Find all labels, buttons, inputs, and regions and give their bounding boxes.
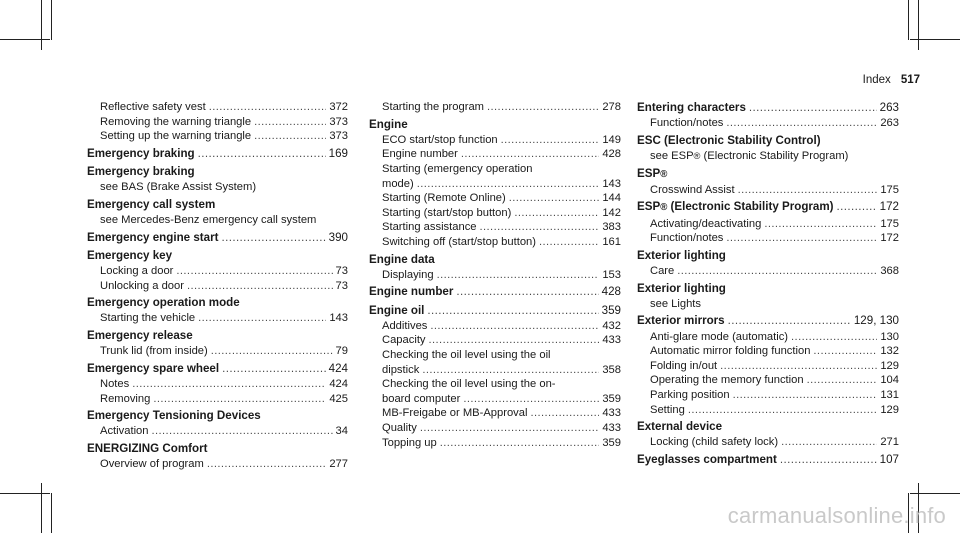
page-reference[interactable]: 424 [329,377,348,390]
leader-dots [813,344,877,359]
entry-label: Notes [100,377,130,390]
entry-label: Engine number [382,148,458,161]
index-subentry [637,116,899,131]
page-reference[interactable]: 278 [602,101,621,113]
page-reference[interactable]: 172 [879,200,899,214]
page-reference[interactable]: 428 [602,148,621,161]
entry-label: Folding in/out [650,359,718,372]
index-subentry [637,435,899,450]
page-reference[interactable]: 359 [602,436,621,449]
index-heading [369,303,621,319]
entry-label: Parking position [650,388,730,401]
page-reference[interactable]: 263 [879,101,899,114]
page-reference[interactable]: 142 [602,206,621,219]
entry-label: Starting the program [382,101,484,113]
leader-dots [417,177,600,192]
entry-label: see Lights [650,297,701,310]
index-subentry [637,217,899,232]
index-subentry [637,330,899,345]
index-subentry [369,406,621,421]
entry-label: Emergency operation mode [87,296,240,310]
index-subentry [369,191,621,206]
page-reference[interactable]: 368 [880,264,899,277]
entry-label: Engine oil [369,303,425,317]
page-reference[interactable]: 153 [602,268,621,281]
leader-dots [837,199,877,215]
index-heading [87,146,348,162]
leader-dots [132,377,326,392]
entry-label: Removing [100,392,151,405]
index-heading [87,197,348,213]
leader-dots [781,435,877,450]
index-subentry [87,377,348,392]
leader-dots [456,284,598,300]
leader-dots [539,235,599,250]
index-subentry [637,359,899,374]
entry-label: Checking the oil level using the oil [382,348,551,361]
watermark: carmanualsonline.info [727,503,946,528]
index-subentry [369,377,621,392]
leader-dots [688,403,877,418]
index-heading [637,100,899,116]
entry-label: Function/notes [650,117,724,130]
page-reference[interactable]: 373 [329,115,348,128]
leader-dots [531,406,600,421]
entry-label: Emergency Tensioning Devices [87,409,261,423]
leader-dots [254,115,326,130]
entry-label: MB-Freigabe or MB-Approval [382,407,528,420]
entry-label: ENERGIZING Comfort [87,441,208,455]
leader-dots [791,330,877,345]
leader-dots [187,279,333,294]
entry-label: ESP [637,166,661,180]
leader-dots [463,392,599,407]
index-subentry [87,129,348,144]
leader-dots [221,230,325,246]
entry-label: Unlocking a door [100,279,184,292]
index-heading [87,248,348,264]
entry-label: ESC (Electronic Stability Control) [637,133,821,147]
page-header [863,74,920,86]
crop-mark [41,483,42,533]
page-reference[interactable]: 359 [601,303,621,317]
entry-label: Entering characters [637,101,746,114]
index-subentry [369,100,621,115]
entry-label: Anti-glare mode (automatic) [650,330,789,343]
index-subentry [637,149,899,164]
entry-label: Starting (Remote Online) [382,192,506,205]
entry-label: Trunk lid (from inside) [100,345,208,358]
page-reference[interactable]: 143 [329,312,348,325]
leader-dots [720,359,877,374]
page-reference[interactable]: 359 [602,392,621,405]
index-heading [369,284,621,300]
index-heading [87,230,348,246]
page-reference[interactable]: 34 [335,425,348,438]
page-reference[interactable]: 129 [880,359,899,372]
index-subentry [637,264,899,279]
page-reference[interactable]: 161 [602,235,621,248]
entry-label: see BAS (Brake Assist System) [100,181,257,194]
entry-label: Topping up [382,436,437,449]
page-reference[interactable]: 129 [880,403,899,416]
index-subentry [637,183,899,198]
page-reference[interactable]: 172 [880,232,899,245]
index-subentry [637,388,899,403]
entry-label: Engine [369,117,408,131]
index-heading [637,166,899,183]
leader-dots [427,303,598,319]
page-reference[interactable]: 433 [602,421,621,434]
index-heading [637,133,899,149]
page-reference[interactable]: 73 [335,264,348,277]
page-reference[interactable]: 372 [329,101,348,113]
registered-mark: ® [660,168,668,180]
leader-dots [429,333,600,348]
index-subentry [87,264,348,279]
entry-label: Checking the oil level using the on- [382,378,556,391]
index-column-2 [369,100,621,450]
entry-label: Emergency call system [87,197,216,211]
entry-label: dipstick [382,363,420,376]
page-reference[interactable]: 358 [602,363,621,376]
leader-dots [487,100,599,115]
entry-label: Removing the warning triangle [100,115,252,128]
index-heading [637,281,899,297]
index-subentry [369,392,621,407]
index-subentry [87,115,348,130]
index-heading [637,313,899,329]
entry-label: Displaying [382,268,434,281]
entry-label: Automatic mirror folding function [650,345,811,358]
entry-label: Quality [382,421,417,434]
index-subentry [637,297,899,312]
leader-dots [807,373,878,388]
entry-label: Emergency release [87,328,193,342]
index-subentry [87,279,348,294]
index-heading [87,361,348,377]
leader-dots [420,421,600,436]
entry-label: Crosswind Assist [650,183,735,196]
index-column-1 [87,100,348,472]
page-reference[interactable]: 277 [329,458,348,471]
index-heading [87,408,348,424]
crop-mark [41,0,42,50]
index-heading [87,164,348,180]
page-reference[interactable]: 424 [328,361,348,375]
leader-dots [430,319,599,334]
leader-dots [209,100,327,115]
leader-dots [152,424,333,439]
entry-label: Switching off (start/stop button) [382,235,537,248]
entry-label: Locking (child safety lock) [650,436,779,449]
index-subentry [369,206,621,221]
page-reference[interactable]: 271 [880,436,899,449]
registered-mark: ® [660,202,668,214]
page-reference[interactable]: 73 [335,279,348,292]
entry-label: Activation [100,425,149,438]
page-reference[interactable]: 144 [602,192,621,205]
registered-mark: ® [693,151,701,161]
leader-dots [440,436,600,451]
page-reference[interactable]: 149 [602,133,621,146]
crop-mark [918,0,919,50]
page-reference[interactable]: 425 [329,392,348,405]
leader-dots [422,363,599,378]
page-reference[interactable]: 373 [329,130,348,143]
entry-label: Capacity [382,334,426,347]
page-reference[interactable]: 130 [880,330,899,343]
entry-label: ECO start/stop function [382,133,498,146]
entry-label-tail: (Electronic Stability Program) [667,200,834,214]
leader-dots [728,313,851,329]
leader-dots [509,191,600,206]
index-subentry [87,311,348,326]
leader-dots [254,129,326,144]
leader-dots [677,264,877,279]
header-title: Index [862,74,891,86]
page-reference[interactable]: 132 [880,345,899,358]
index-subentry [369,319,621,334]
entry-label: Exterior lighting [637,281,726,295]
entry-label: Function/notes [650,232,724,245]
page-reference[interactable]: 79 [335,345,348,358]
entry-label: see Mercedes-Benz emergency call system [100,213,317,226]
leader-dots [501,133,600,148]
entry-label: Exterior mirrors [637,314,725,328]
leader-dots [749,100,877,116]
crop-mark [51,0,52,40]
page-reference[interactable]: 433 [602,334,621,347]
entry-label: Setting [650,403,685,416]
index-heading [87,328,348,344]
leader-dots [726,116,877,131]
index-heading [369,252,621,268]
index-subentry [369,162,621,177]
index-subentry [87,180,348,195]
entry-label: ESP [637,200,661,214]
entry-label: Locking a door [100,264,174,277]
index-heading [87,441,348,457]
index-subentry [87,100,348,115]
page-reference[interactable]: 143 [602,177,621,190]
entry-label: Engine data [369,252,435,266]
leader-dots [153,392,326,407]
crop-mark [908,0,909,40]
page-reference[interactable]: 107 [879,452,899,466]
crop-mark [0,493,50,494]
leader-dots [198,311,326,326]
index-subentry [87,392,348,407]
page-reference[interactable]: 131 [880,388,899,401]
index-heading [637,248,899,264]
index-subentry [369,133,621,148]
entry-label: Emergency engine start [87,230,219,244]
page-reference[interactable]: 383 [602,221,621,234]
entry-label: Reflective safety vest [100,101,206,113]
index-heading [369,117,621,133]
index-subentry [87,457,348,472]
index-subentry [369,363,621,378]
entry-label: Care [650,264,675,277]
entry-label: board computer [382,392,461,405]
page-reference[interactable]: 175 [880,217,899,230]
entry-label: Starting (start/stop button) [382,206,512,219]
index-heading [87,295,348,311]
index-subentry [369,235,621,250]
index-subentry [87,344,348,359]
leader-dots [738,183,878,198]
index-heading [637,452,899,468]
page-reference[interactable]: 129, 130 [853,314,899,328]
index-subentry [369,421,621,436]
index-subentry [637,231,899,246]
index-subentry [369,268,621,283]
leader-dots [211,344,333,359]
entry-label: Emergency spare wheel [87,361,220,375]
entry-label: Engine number [369,285,454,299]
entry-label: Eyeglasses compartment [637,452,777,466]
index-heading [637,199,899,216]
page-reference[interactable]: 428 [601,285,621,299]
entry-label: Emergency braking [87,146,195,160]
leader-dots [780,452,877,468]
leader-dots [764,217,877,232]
entry-label: Emergency braking [87,164,195,178]
page-reference[interactable]: 390 [328,230,348,244]
entry-label: Setting up the warning triangle [100,130,252,143]
leader-dots [733,388,878,403]
index-subentry [369,220,621,235]
page-reference[interactable]: 432 [602,319,621,332]
entry-label: External device [637,420,723,434]
index-subentry [369,177,621,192]
entry-label: Operating the memory function [650,374,804,387]
entry-label: Emergency key [87,248,173,262]
index-subentry [637,373,899,388]
index-subentry [637,403,899,418]
entry-label: Activating/deactivating [650,217,762,230]
leader-dots [222,361,326,377]
index-subentry [87,213,348,228]
leader-dots [176,264,332,279]
leader-dots [480,220,600,235]
index-subentry [369,147,621,162]
page-reference[interactable]: 169 [328,146,348,160]
entry-label-tail: (Electronic Stability Program) [700,150,849,162]
index-subentry [369,333,621,348]
crop-mark [51,493,52,533]
index-subentry [87,424,348,439]
page-reference[interactable]: 175 [880,183,899,196]
entry-label: Starting (emergency operation [382,162,533,175]
index-heading [637,419,899,435]
entry-label: mode) [382,177,414,190]
entry-label: see ESP [650,150,694,162]
page-reference[interactable]: 433 [602,407,621,420]
index-subentry [637,344,899,359]
leader-dots [726,231,877,246]
entry-label: Starting the vehicle [100,312,196,325]
leader-dots [461,147,599,162]
index-subentry [369,348,621,363]
leader-dots [207,457,326,472]
entry-label: Overview of program [100,458,204,471]
entry-label: Additives [382,319,428,332]
leader-dots [514,206,599,221]
page-number: 517 [900,74,920,86]
index-column-3 [637,100,899,468]
leader-dots [198,146,326,162]
crop-mark [0,39,50,40]
entry-label: Starting assistance [382,221,477,234]
page-reference[interactable]: 263 [880,117,899,130]
page-reference[interactable]: 104 [880,374,899,387]
index-subentry [369,436,621,451]
leader-dots [437,268,600,283]
entry-label: Exterior lighting [637,248,726,262]
